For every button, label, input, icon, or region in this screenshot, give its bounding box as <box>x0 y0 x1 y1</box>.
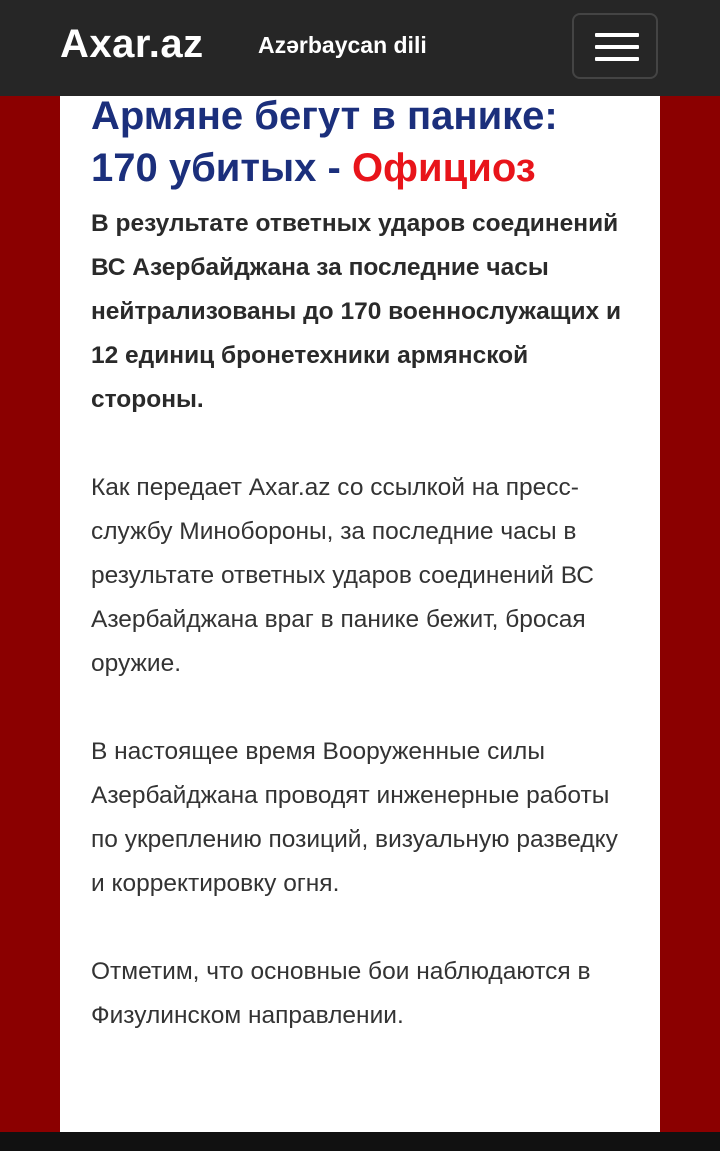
site-logo[interactable]: Axar.az <box>60 22 204 66</box>
article-headline <box>91 96 631 194</box>
headline-text: Армяне бегут в панике: 170 убитых - <box>91 96 558 190</box>
article-lead: В результате ответных ударов соединений ВС Азербайджана за последние часы нейтрализованы до 170 военнослужащих и 12 единиц бронетехники армянской стороны. <box>91 210 622 413</box>
hamburger-menu-icon <box>595 57 639 61</box>
bottom-edge-strip <box>0 1132 720 1151</box>
hamburger-menu-icon <box>595 33 639 37</box>
article-container <box>60 96 660 1132</box>
top-navigation-bar <box>0 0 720 96</box>
article-paragraph: В настоящее время Вооруженные силы Азербайджана проводят инженерные работы по укреплению позиций, визуальную разведку и корректировку огня. <box>91 738 618 897</box>
headline-source-label: Официоз <box>351 146 536 190</box>
language-switch-link[interactable]: Azərbaycan dili <box>258 32 427 58</box>
article-paragraph: Отметим, что основные бои наблюдаются в Физулинском направлении. <box>91 958 591 1029</box>
article-paragraph: Как передает Axar.az со ссылкой на пресс-службу Минобороны, за последние часы в результате ответных ударов соединений ВС Азербайджана враг в панике бежит, бросая оружие. <box>91 474 594 677</box>
hamburger-menu-icon <box>595 45 639 49</box>
menu-button[interactable] <box>572 13 658 79</box>
article-body <box>91 96 631 1038</box>
